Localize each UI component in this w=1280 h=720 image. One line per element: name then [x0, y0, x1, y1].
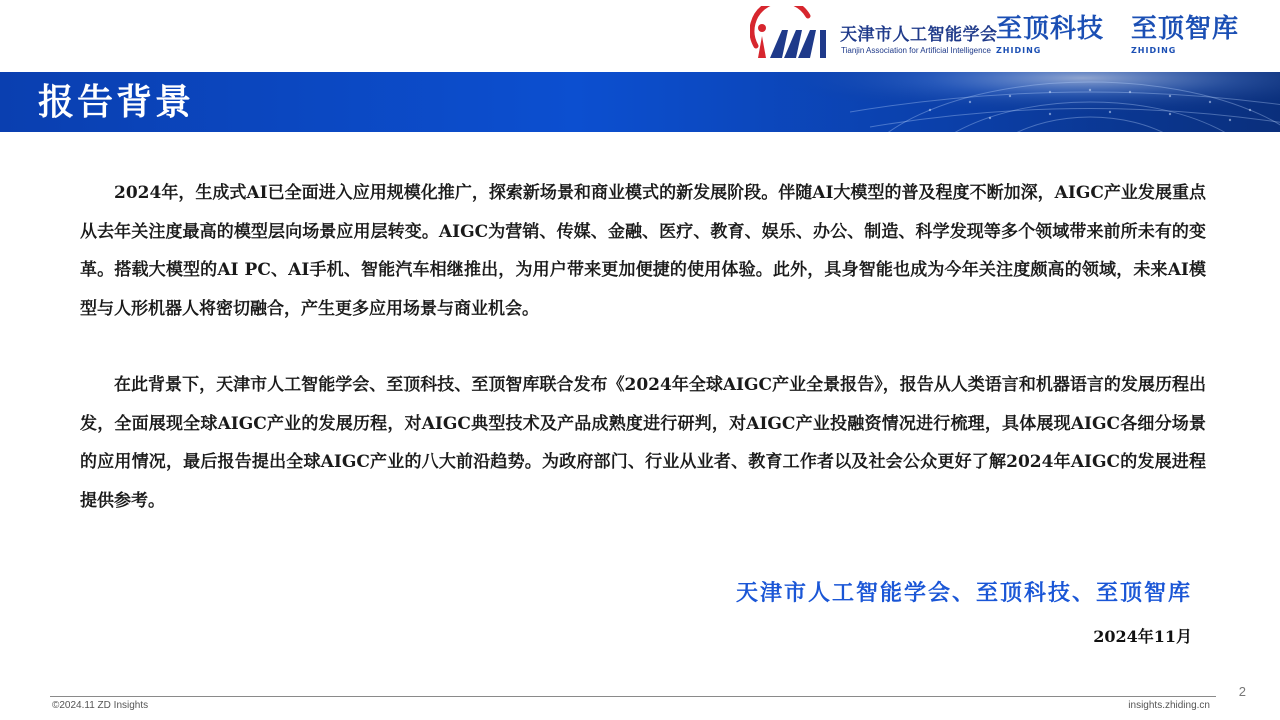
footer-divider: [50, 696, 1216, 697]
paragraph-context: 在此背景下，天津市人工智能学会、至顶科技、至顶智库联合发布《2024年全球AIGC产业全景报告》，报告从人类语言和机器语言的发展历程出发，全面展现全球AIGC产业的发展历程，对AIGC典型技术及产品成熟度进行研判，对AIGC产业投融资情况进行梳理，具体展现AIGC各细分场景的应用情况，最后报告提出全球AIGC产业的八大前沿趋势。为政府部门、行业从业者、教育工作者以及社会公众更好了解2024年AIGC的发展进程提供参考。: [80, 375, 1206, 511]
logo-strip: [0, 0, 1280, 72]
signature-orgs: 天津市人工智能学会、至顶科技、至顶智库: [735, 580, 1192, 606]
zhiding-library-en: ZHIDING: [1131, 46, 1177, 55]
zhiding-library-name: 至顶智库: [1131, 14, 1240, 44]
paragraph-intro: 2024年，生成式AI已全面进入应用规模化推广，探索新场景和商业模式的新发展阶段。伴随AI大模型的普及程度不断加深，AIGC产业发展重点从去年关注度最高的模型层向场景应用层转变。AIGC为营销、传媒、金融、医疗、教育、娱乐、办公、制造、科学发现等多个领域带来前所未有的变革。搭载大模型的AI PC、AI手机、智能汽车相继推出，为用户带来更加便捷的使用体验。此外，具身智能也成为今年关注度颇高的领域，未来AI模型与人形机器人将密切融合，产生更多应用场景与商业机会。: [80, 183, 1206, 319]
page-title: 报告背景: [38, 81, 195, 123]
footer-site: insights.zhiding.cn: [1128, 700, 1210, 711]
zhiding-tech-name: 至顶科技: [996, 14, 1105, 44]
report-background-body: [80, 174, 1206, 520]
zhiding-tech-logo: [996, 14, 1118, 60]
zhiding-tech-en: ZHIDING: [996, 46, 1042, 55]
signature-date: 2024年11月: [1093, 627, 1192, 646]
caai-logo: [750, 6, 998, 66]
caai-emblem-icon: [750, 6, 834, 66]
caai-english-name: Tianjin Association for Artificial Intelligence: [841, 46, 991, 55]
zhiding-library-logo: [1131, 14, 1243, 60]
globe-graphic-icon: [760, 72, 1280, 132]
caai-name: 天津市人工智能学会: [840, 25, 998, 45]
footer-copyright: ©2024.11 ZD Insights: [52, 700, 149, 711]
title-banner: [0, 72, 1280, 132]
page-number: 2: [1238, 684, 1246, 699]
